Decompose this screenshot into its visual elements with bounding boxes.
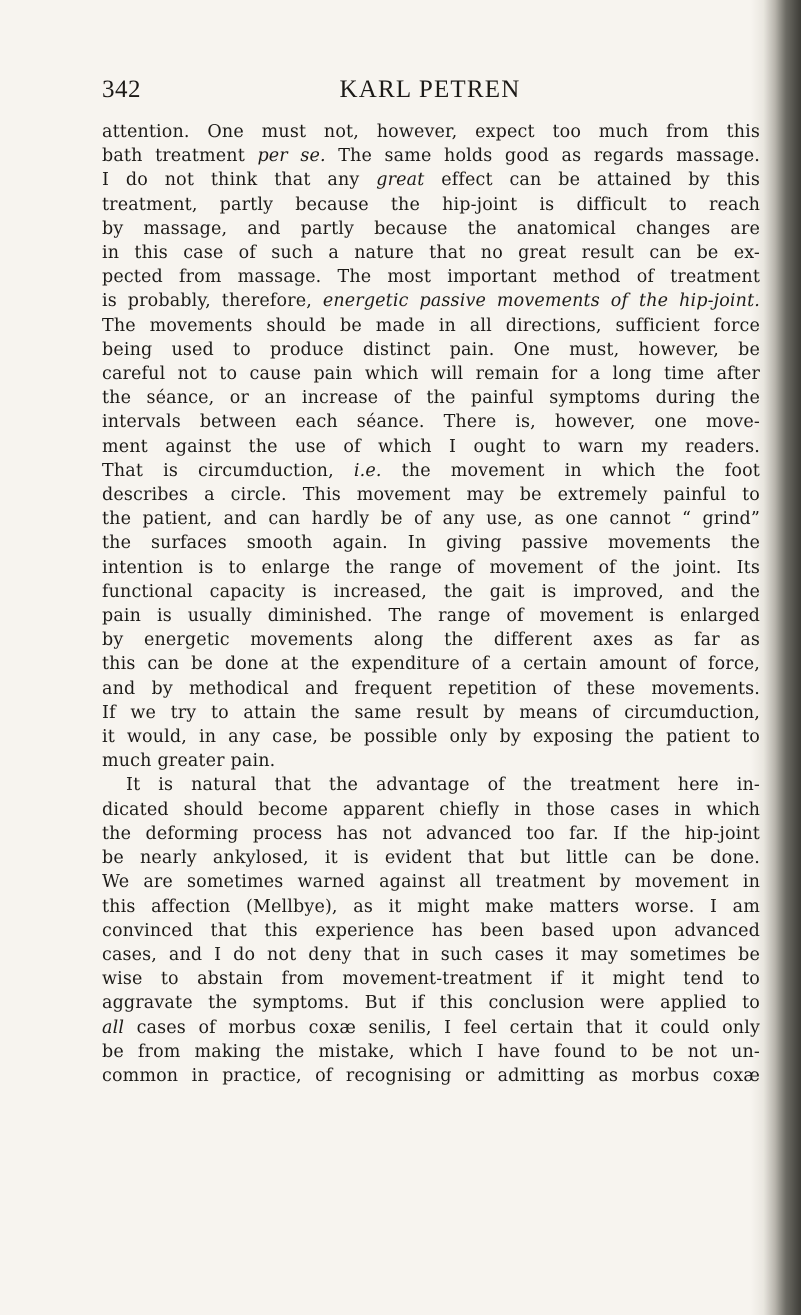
line-text: this can be done at the expenditure of a certain amount of force,: [102, 654, 760, 675]
italic-text: per se.: [257, 146, 326, 167]
line-text: being used to produce distinct pain. One must, however, be: [102, 339, 760, 360]
text-line: [102, 265, 760, 289]
line-text: the surfaces smooth again. In giving passive movements the: [102, 533, 760, 554]
text-line: [102, 895, 760, 919]
text-line: [102, 798, 760, 822]
line-text: be nearly ankylosed, it is evident that but little can be done.: [102, 848, 760, 869]
text-line: [102, 773, 760, 797]
line-text: The same holds good as regards massage.: [325, 146, 760, 167]
line-text: this affection (Mellbye), as it might make matters worse. I am: [102, 896, 760, 917]
line-text: cases of morbus coxæ senilis, I feel certain that it could only: [124, 1017, 760, 1038]
text-line: [102, 967, 760, 991]
line-text: be from making the mistake, which I have found to be not un-: [102, 1041, 760, 1062]
text-line: [102, 338, 760, 362]
text-line: [102, 531, 760, 555]
italic-text: i.e.: [353, 460, 382, 481]
line-text: by massage, and partly because the anatomical changes are: [102, 218, 760, 239]
text-line: [102, 1040, 760, 1064]
line-text: That is circumduction,: [102, 460, 354, 481]
italic-text: all: [102, 1017, 125, 1038]
line-text: the deforming process has not advanced too far. If the hip-joint: [102, 823, 760, 844]
line-text: in this case of such a nature that no great result can be ex-: [102, 243, 760, 264]
line-text: intervals between each séance. There is, however, one move-: [102, 412, 760, 433]
text-line: [102, 870, 760, 894]
text-line: [102, 580, 760, 604]
page-number: 342: [102, 76, 141, 103]
line-text: ment against the use of which I ought to warn my readers.: [102, 436, 760, 457]
text-line: [102, 1016, 760, 1040]
line-text: treatment, partly because the hip-joint is difficult to reach: [102, 194, 760, 215]
text-line: [102, 144, 760, 168]
line-text: We are sometimes warned against all treatment by movement in: [102, 872, 760, 893]
text-line: [102, 217, 760, 241]
line-text: pain is usually diminished. The range of movement is enlarged: [102, 606, 760, 627]
text-line: [102, 822, 760, 846]
text-line: [102, 435, 760, 459]
line-text: is probably, therefore,: [102, 291, 323, 312]
text-line: [102, 168, 760, 192]
line-text: It is natural that the advantage of the treatment here in-: [126, 775, 760, 796]
text-line: [102, 677, 760, 701]
text-line: [102, 193, 760, 217]
text-line: [102, 556, 760, 580]
line-text: and by methodical and frequent repetition of these movements.: [102, 678, 760, 699]
running-head: [102, 76, 758, 116]
line-text: convinced that this experience has been based upon advanced: [102, 920, 760, 941]
line-text: aggravate the symptoms. But if this conclusion were applied to: [102, 993, 760, 1014]
text-line: [102, 362, 760, 386]
text-line: [102, 604, 760, 628]
text-line: [102, 628, 760, 652]
text-line: [102, 1064, 760, 1088]
line-text: the patient, and can hardly be of any use, as one cannot “ grind”: [102, 509, 760, 530]
running-title: KARL PETREN: [339, 76, 521, 103]
italic-text: energetic passive movements of the hip-joint.: [322, 291, 760, 312]
text-line: [102, 749, 760, 773]
text-line: [102, 483, 760, 507]
text-line: [102, 289, 760, 313]
text-line: [102, 846, 760, 870]
text-line: [102, 701, 760, 725]
line-text: wise to abstain from movement-treatment if it might tend to: [102, 969, 760, 990]
line-text: The movements should be made in all directions, sufficient force: [102, 315, 760, 336]
line-text: I do not think that any: [102, 170, 377, 191]
line-text: If we try to attain the same result by means of circumduction,: [102, 702, 760, 723]
text-line: [102, 919, 760, 943]
line-text: by energetic movements along the different axes as far as: [102, 630, 760, 651]
text-line: [102, 241, 760, 265]
line-text: common in practice, of recognising or admitting as morbus coxæ: [102, 1065, 760, 1086]
line-text: the séance, or an increase of the painful symptoms during the: [102, 388, 760, 409]
line-text: careful not to cause pain which will remain for a long time after: [102, 364, 760, 385]
line-text: effect can be attained by this: [424, 170, 760, 191]
line-text: intention is to enlarge the range of movement of the joint. Its: [102, 557, 760, 578]
text-line: [102, 507, 760, 531]
line-text: it would, in any case, be possible only by exposing the patient to: [102, 727, 760, 748]
body-text: [102, 120, 760, 1088]
italic-text: great: [376, 170, 425, 191]
line-text: dicated should become apparent chiefly in those cases in which: [102, 799, 760, 820]
text-line: [102, 652, 760, 676]
line-text: bath treatment: [102, 146, 258, 167]
line-text: cases, and I do not deny that in such cases it may sometimes be: [102, 944, 760, 965]
text-line: [102, 943, 760, 967]
text-line: [102, 459, 760, 483]
text-line: [102, 725, 760, 749]
text-line: [102, 386, 760, 410]
text-line: [102, 120, 760, 144]
line-text: attention. One must not, however, expect too much from this: [102, 122, 760, 142]
line-text: much greater pain.: [102, 751, 276, 772]
text-line: [102, 314, 760, 338]
text-line: [102, 410, 760, 434]
line-text: the movement in which the foot: [381, 460, 760, 481]
line-text: describes a circle. This movement may be extremely painful to: [102, 485, 760, 506]
text-line: [102, 991, 760, 1015]
line-text: functional capacity is increased, the gait is improved, and the: [102, 581, 760, 602]
line-text: pected from massage. The most important method of treatment: [102, 267, 760, 288]
